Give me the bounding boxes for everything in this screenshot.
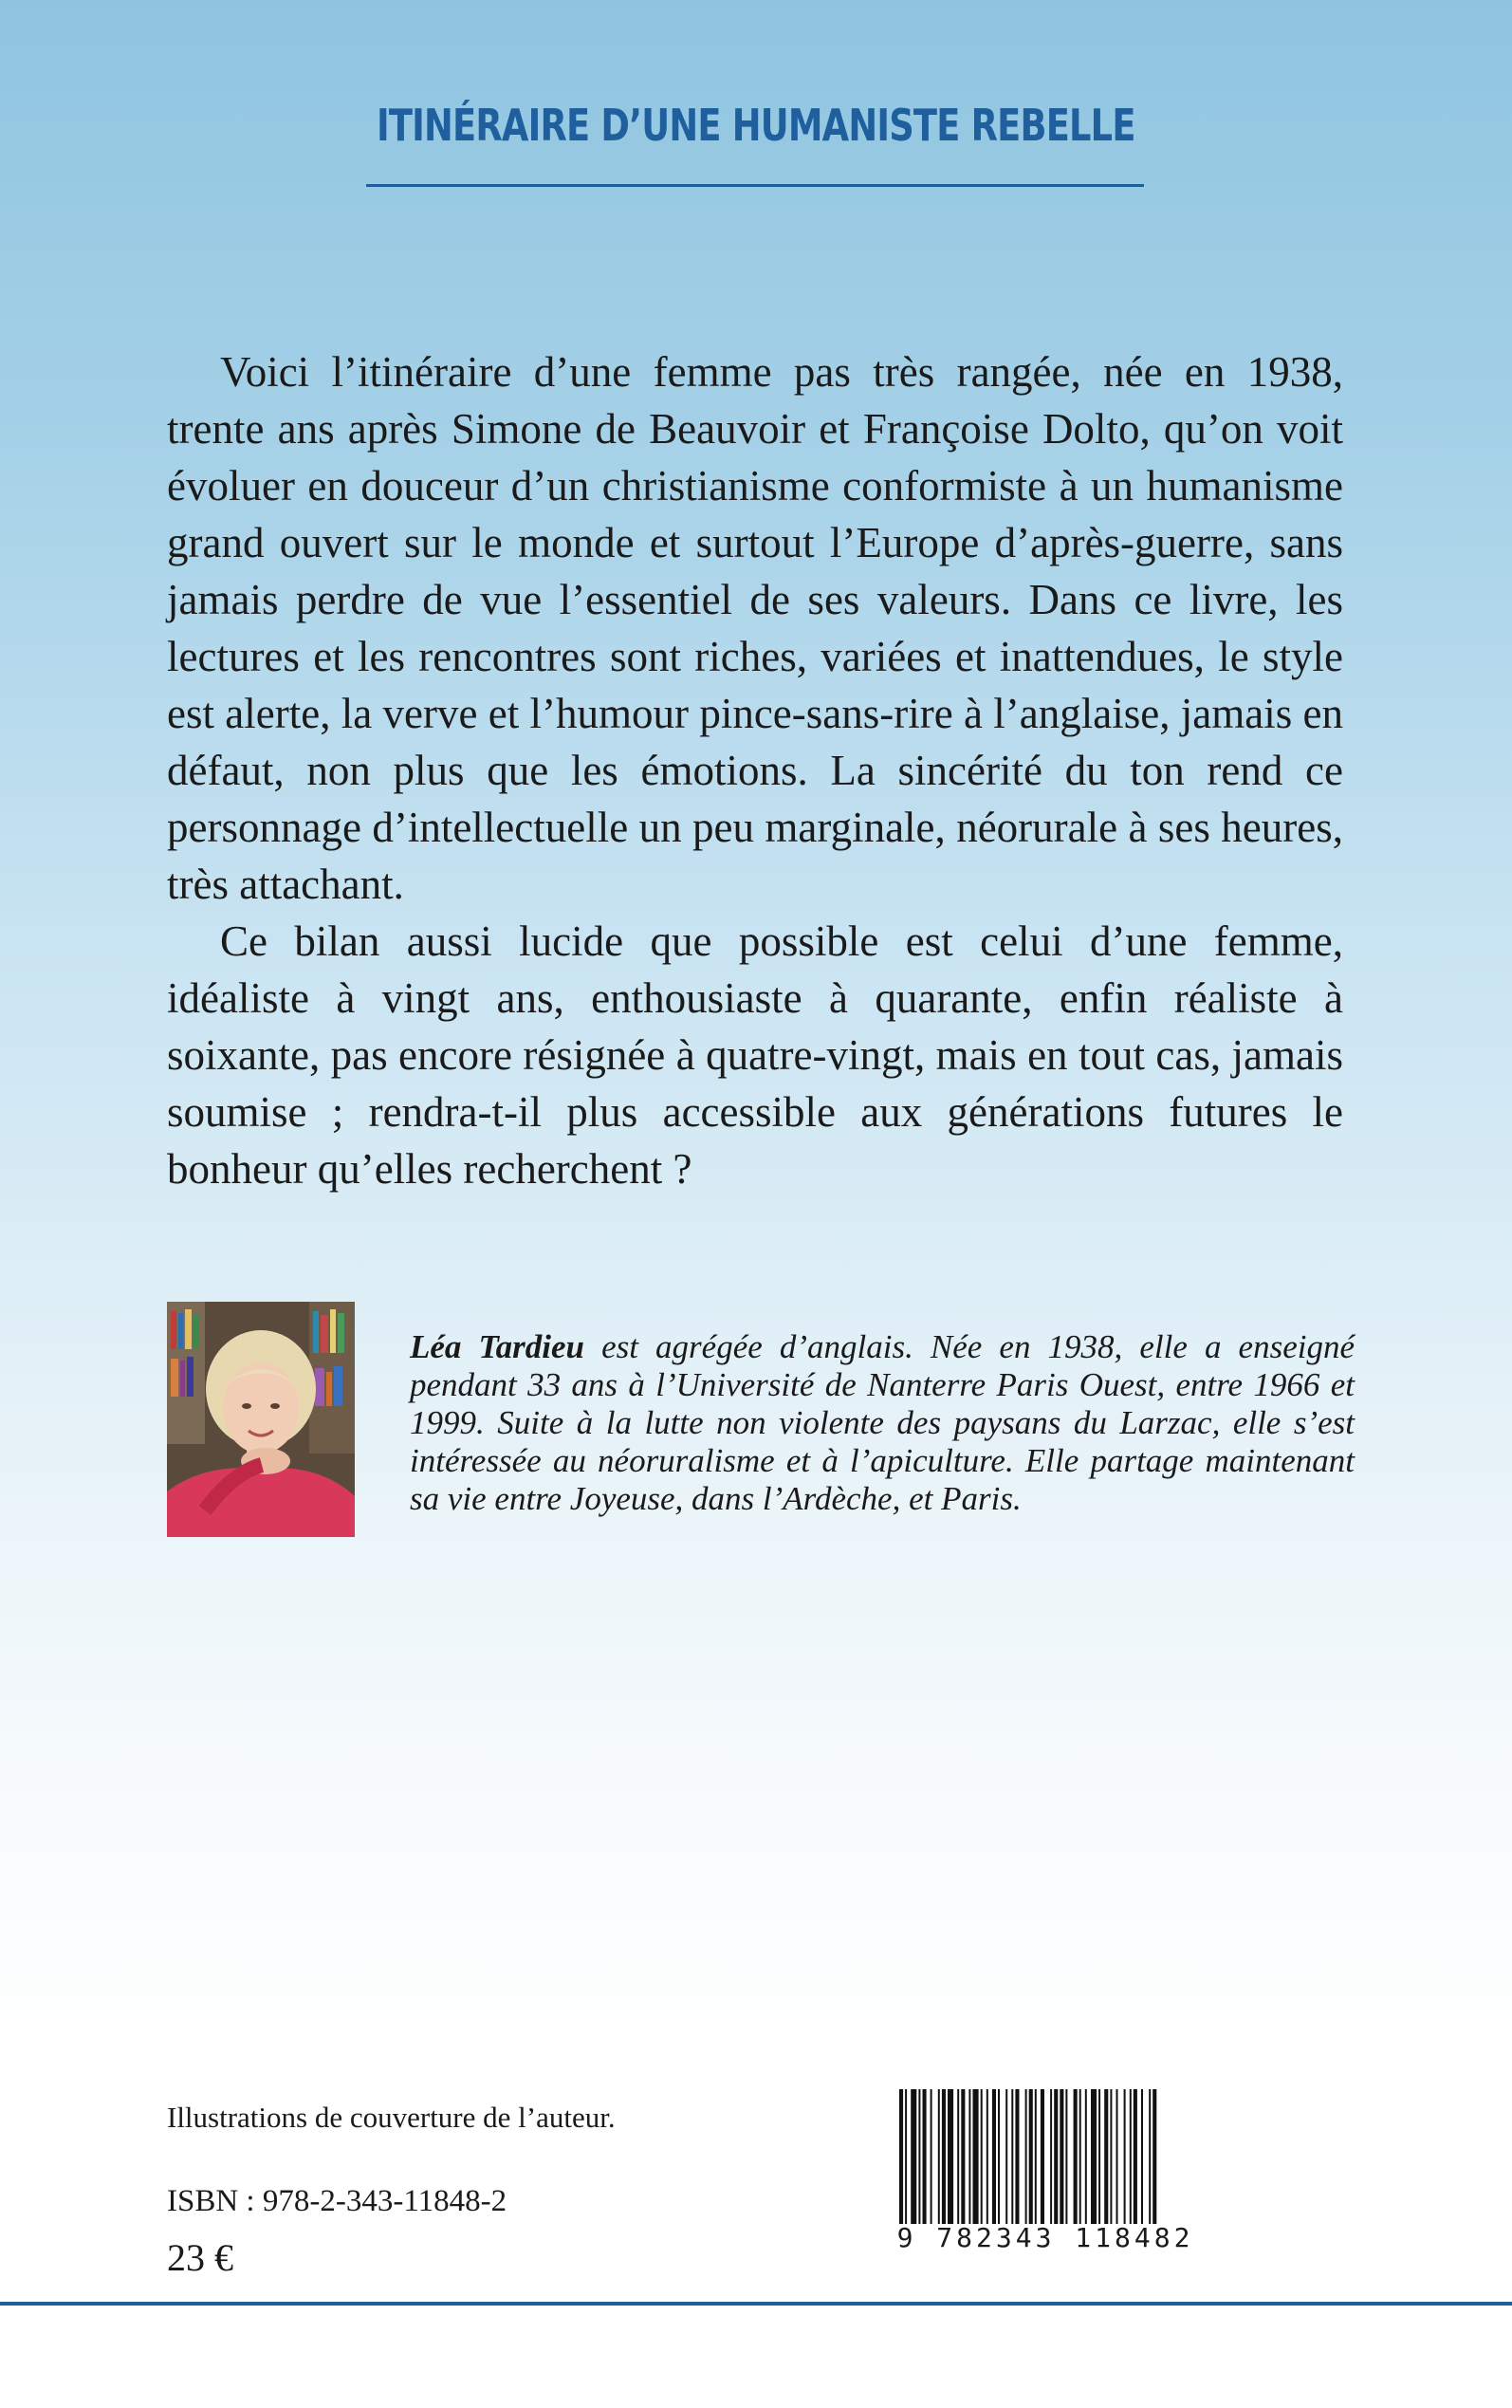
barcode-bar [957, 2089, 959, 2230]
barcode-bar [1029, 2089, 1033, 2230]
barcode-bar [1116, 2089, 1118, 2230]
blurb-paragraph: Ce bilan aussi lucide que possible est celui d’une femme, idéaliste à vingt ans, enthousiaste à quarante, enfin réaliste à soixante, pas encore résignée à quatre-vingt, mais en tout cas, jamais soumise ; rendra-t-il plus accessible aux générations futures le bonheur qu’elles recherchent ? [167, 917, 1343, 1193]
barcode-bar [1124, 2089, 1126, 2230]
barcode-bar [1074, 2089, 1078, 2230]
cover-credits: Illustrations de couverture de l’auteur. [167, 2101, 616, 2134]
barcode-bar [992, 2089, 996, 2230]
barcode-bar [948, 2089, 953, 2230]
barcode-bar [1015, 2089, 1019, 2230]
author-photo [167, 1302, 355, 1537]
barcode-bar [918, 2089, 920, 2230]
barcode-bar [1025, 2089, 1027, 2230]
barcode-bar [942, 2089, 946, 2230]
barcode-bar [981, 2089, 983, 2230]
price: 23 € [167, 2236, 233, 2279]
barcode-bar [1104, 2089, 1108, 2230]
barcode-bar [1035, 2089, 1037, 2230]
barcode-bar [1141, 2089, 1143, 2230]
bottom-rule [0, 2302, 1512, 2306]
barcode-bar [1110, 2089, 1112, 2230]
barcode-bar [1005, 2089, 1007, 2230]
barcode-bar [968, 2089, 970, 2230]
barcode-bar [899, 2089, 903, 2230]
barcode-bar [1149, 2089, 1151, 2230]
barcode-bar [1134, 2089, 1137, 2230]
author-name: Léa Tardieu [410, 1328, 585, 1365]
barcode-bar [1152, 2089, 1156, 2230]
barcode-bar [1130, 2089, 1132, 2230]
book-title-text: ITINÉRAIRE D’UNE HUMANISTE REBELLE [377, 100, 1135, 151]
author-bio-text: est agrégée d’anglais. Née en 1938, elle a enseigné pendant 33 ans à l’Université de Nanterre Paris Ouest, entre 1966 et 1999. Suite à la lutte non violente des paysans du Larzac, elle s’est intéressée au néoruralisme et à l’apiculture. Elle partage maintenant sa vie entre Joyeuse, dans l’Ardèche, et Paris. [410, 1328, 1355, 1517]
barcode-bar [911, 2089, 916, 2230]
barcode-bar [938, 2089, 940, 2230]
barcode-bar [1098, 2089, 1100, 2230]
barcode-bar [1050, 2089, 1052, 2230]
barcode-bar [1054, 2089, 1058, 2230]
blurb-paragraph: Voici l’itinéraire d’une femme pas très rangée, née en 1938, trente ans après Simone de Beauvoir et Françoise Dolto, qu’on voit évoluer en douceur d’un christianisme conformiste à un humanisme grand ouvert sur le monde et surtout l’Europe d’après-guerre, sans jamais perdre de vue l’essentiel de ses valeurs. Dans ce livre, les lectures et les rencontres sont riches, variées et inattendues, le style est alerte, la verve et l’humour pince-sans-rire à l’anglaise, jamais en défaut, non plus que les émotions. La sincérité du ton rend ce personnage d’intellectuelle un peu marginale, néorurale à ses heures, très attachant. [167, 348, 1343, 908]
title-underline [366, 184, 1144, 187]
book-title [0, 99, 1512, 152]
barcode-bar [1079, 2089, 1081, 2230]
barcode-bar [961, 2089, 965, 2230]
barcode-bar [1085, 2089, 1087, 2230]
barcode-bar [986, 2089, 988, 2230]
barcode-bar [1091, 2089, 1097, 2230]
author-bio [410, 1328, 1355, 1518]
barcode-bar [1041, 2089, 1044, 2230]
barcode-bar [1060, 2089, 1063, 2230]
barcode-digits: 9 782343 118482 [888, 2224, 1203, 2252]
barcode-bar [1065, 2089, 1067, 2230]
barcode-bar [923, 2089, 927, 2230]
barcode-bar [1011, 2089, 1013, 2230]
barcode-bar [905, 2089, 907, 2230]
isbn: ISBN : 978-2-343-11848-2 [167, 2184, 507, 2218]
barcode [888, 2089, 1203, 2252]
blurb [167, 343, 1343, 1197]
barcode-bar [931, 2089, 932, 2230]
barcode-bar [998, 2089, 1000, 2230]
barcode-bar [973, 2089, 979, 2230]
